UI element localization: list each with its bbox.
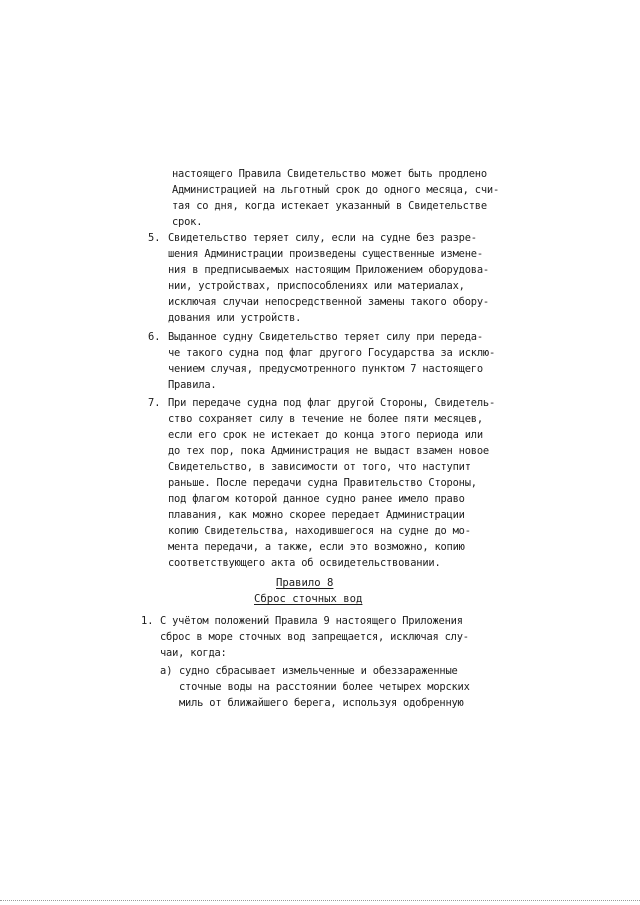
- paragraph-line: если его срок не истекает до конца этого периода или: [168, 429, 483, 441]
- paragraph-line: сброс в море сточных вод запрещается, исключая слу-: [160, 631, 469, 643]
- paragraph-line: плавания, как можно скорее передает Администрации: [168, 509, 465, 521]
- paragraph-line: копию Свидетельства, находившегося на судне до мо-: [168, 525, 471, 537]
- subitem-line: миль от ближайшего берега, используя одобренную: [179, 697, 464, 709]
- paragraph-line: Выданное судну Свидетельство теряет силу при переда-: [168, 331, 483, 343]
- paragraph-number: 1.: [141, 615, 154, 627]
- continuation-line: настоящего Правила Свидетельство может быть продлено: [172, 168, 487, 180]
- paragraph-line: чением случая, предусмотренного пунктом 7 настоящего: [168, 363, 483, 375]
- paragraph-line: соответствующего акта об освидетельствовании.: [168, 557, 441, 569]
- paragraph-line: Свидетельство теряет силу, если на судне без разре-: [168, 232, 477, 244]
- paragraph-number: 6.: [148, 331, 161, 343]
- paragraph-line: ство сохраняет силу в течение не более пяти месяцев,: [168, 413, 483, 425]
- paragraph-number: 7.: [148, 397, 161, 409]
- rule-title: Правило 8: [276, 577, 334, 589]
- paragraph-line: нии, устройствах, приспособлениях или материалах,: [168, 280, 465, 292]
- paragraph-line: раньше. После передачи судна Правительство Стороны,: [168, 477, 477, 489]
- paragraph-line: шения Администрации произведены существенные измене-: [168, 248, 483, 260]
- paragraph-line: под флагом которой данное судно ранее имело право: [168, 493, 465, 505]
- paragraph-line: ния в предписываемых настоящим Приложением оборудова-: [168, 264, 489, 276]
- paragraph-line: чаи, когда:: [160, 647, 227, 659]
- paragraph-line: дования или устройств.: [168, 312, 302, 324]
- continuation-line: срок.: [172, 216, 203, 228]
- paragraph-line: С учётом положений Правила 9 настоящего Приложения: [160, 615, 463, 627]
- paragraph-line: Правила.: [168, 379, 217, 391]
- subitem-line: судно сбрасывает измельченные и обеззараженные: [179, 665, 458, 677]
- paragraph-line: мента передачи, а также, если это возможно, копию: [168, 541, 465, 553]
- paragraph-line: Свидетельство, в зависимости от того, что наступит: [168, 461, 471, 473]
- paragraph-line: исключая случаи непосредственной замены такого обору-: [168, 296, 489, 308]
- continuation-line: Администрацией на льготный срок до одного месяца, счи-: [172, 184, 500, 196]
- page-bottom-edge: [0, 900, 640, 901]
- paragraph-line: че такого судна под флаг другого Государства за исклю-: [168, 347, 496, 359]
- paragraph-line: до тех пор, пока Администрация не выдаст взамен новое: [168, 445, 489, 457]
- paragraph-line: При передаче судна под флаг другой Стороны, Свидетель-: [168, 397, 496, 409]
- subitem-line: сточные воды на расстоянии более четырех морских: [179, 681, 470, 693]
- rule-subtitle: Сброс сточных вод: [254, 593, 363, 605]
- subitem-letter: a): [160, 665, 173, 677]
- continuation-line: тая со дня, когда истекает указанный в Свидетельстве: [172, 200, 487, 212]
- paragraph-number: 5.: [148, 232, 161, 244]
